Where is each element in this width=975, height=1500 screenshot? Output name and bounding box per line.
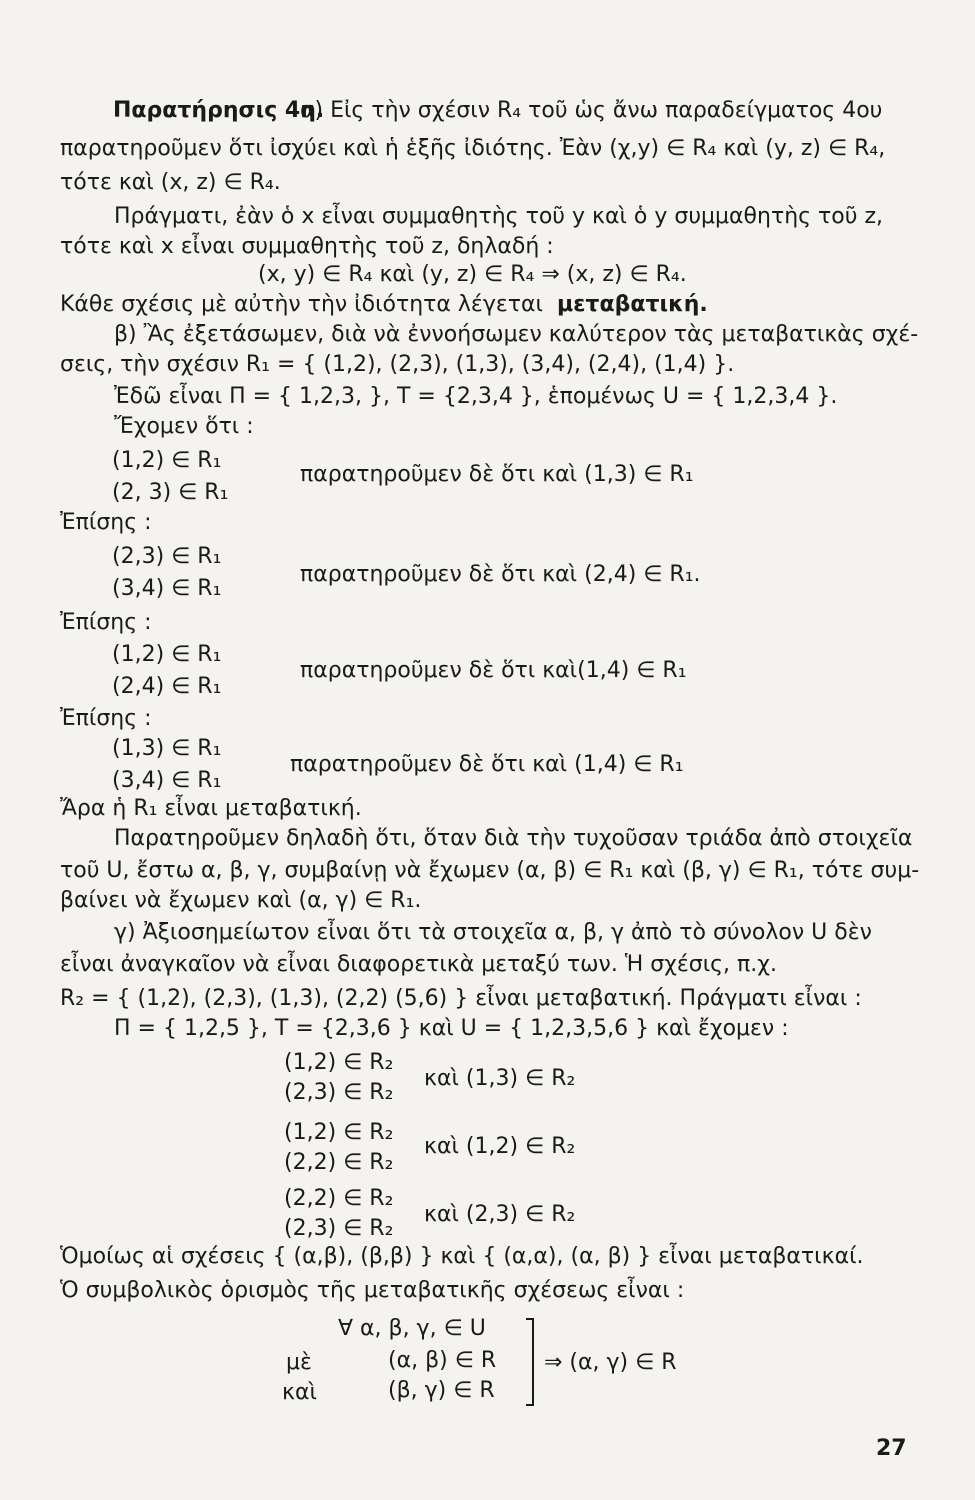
text-line: Παρατηροῦμεν δηλαδὴ ὅτι, ὅταν διὰ τὴν τυχοῦσαν τριάδα ἀπὸ στοιχεῖα xyxy=(114,826,913,851)
conclusion-line: καὶ (1,3) ∈ R₂ xyxy=(424,1066,576,1091)
text-line: Ἐδῶ εἶναι Π = { 1,2,3, }, T = {2,3,4 }, ἑπομένως U = { 1,2,3,4 }. xyxy=(114,384,838,409)
text-line: Ἐπίσης : xyxy=(60,706,152,731)
formula-line: ∀ α, β, γ, ∈ U xyxy=(338,1316,486,1341)
right-brace xyxy=(522,1318,534,1406)
text-line: β) Ἂς ἐξετάσωμεν, διὰ νὰ ἐννοήσωμεν καλύτερον τὰς μεταβατικὰς σχέ- xyxy=(114,322,919,347)
conclusion-line: καὶ (1,2) ∈ R₂ xyxy=(424,1134,576,1159)
pair-line: (2,3) ∈ R₁ xyxy=(112,544,222,569)
remark-heading: Παρατήρησις 4η. xyxy=(113,98,325,123)
text-line: εἶναι ἀναγκαῖον νὰ εἶναι διαφορετικὰ μεταξύ των. Ἡ σχέσις, π.χ. xyxy=(60,952,777,977)
formula-word: καὶ xyxy=(282,1380,317,1405)
text-line: γ) Ἀξιοσημείωτον εἶναι ὅτι τὰ στοιχεῖα α, β, γ ἀπὸ τὸ σύνολον U δὲν xyxy=(114,920,872,945)
conclusion-line: παρατηροῦμεν δὲ ὅτι καὶ (1,3) ∈ R₁ xyxy=(300,462,694,487)
text-line: σεις, τὴν σχέσιν R₁ = { (1,2), (2,3), (1,3), (3,4), (2,4), (1,4) }. xyxy=(60,352,735,377)
text-line: Ἐπίσης : xyxy=(60,610,152,635)
pair-line: (2,4) ∈ R₁ xyxy=(112,674,222,699)
text-line: Ἐπίσης : xyxy=(60,510,152,535)
page-number: 27 xyxy=(876,1436,907,1461)
pair-line: (2,2) ∈ R₂ xyxy=(284,1186,394,1211)
text-line: α) Εἰς τὴν σχέσιν R₄ τοῦ ὡς ἄνω παραδείγματος 4ου xyxy=(300,98,883,123)
pair-line: (3,4) ∈ R₁ xyxy=(112,576,222,601)
text-line: τότε καὶ x εἶναι συμμαθητὴς τοῦ z, δηλαδή : xyxy=(60,234,554,259)
pair-line: (3,4) ∈ R₁ xyxy=(112,768,222,793)
text-line: Πράγματι, ἐὰν ὁ x εἶναι συμμαθητὴς τοῦ y καὶ ὁ y συμμαθητὴς τοῦ z, xyxy=(114,204,884,229)
term-transitive: μεταβατική. xyxy=(557,292,708,317)
pair-line: (2,2) ∈ R₂ xyxy=(284,1150,394,1175)
text-line: Π = { 1,2,5 }, T = {2,3,6 } καὶ U = { 1,2,3,5,6 } καὶ ἔχομεν : xyxy=(114,1016,789,1041)
formula-line: (α, β) ∈ R xyxy=(388,1348,497,1373)
pair-line: (1,2) ∈ R₂ xyxy=(284,1050,394,1075)
text-line: Ὁμοίως αἱ σχέσεις { (α,β), (β,β) } καὶ { (α,α), (α, β) } εἶναι μεταβατικαί. xyxy=(60,1244,864,1269)
pair-line: (1,2) ∈ R₂ xyxy=(284,1120,394,1145)
text-line: Κάθε σχέσις μὲ αὐτὴν τὴν ἰδιότητα λέγεται xyxy=(60,292,543,317)
pair-line: (2,3) ∈ R₂ xyxy=(284,1080,394,1105)
text-line: βαίνει νὰ ἔχωμεν καὶ (α, γ) ∈ R₁. xyxy=(60,888,422,913)
pair-line: (1,2) ∈ R₁ xyxy=(112,642,222,667)
text-line: Ὁ συμβολικὸς ὁρισμὸς τῆς μεταβατικῆς σχέσεως εἶναι : xyxy=(60,1278,685,1303)
text-line: Ἔχομεν ὅτι : xyxy=(114,414,254,439)
conclusion-line: παρατηροῦμεν δὲ ὅτι καὶ (1,4) ∈ R₁ xyxy=(290,752,684,777)
text-line: R₂ = { (1,2), (2,3), (1,3), (2,2) (5,6) } εἶναι μεταβατική. Πράγματι εἶναι : xyxy=(60,986,862,1011)
conclusion-line: παρατηροῦμεν δὲ ὅτι καὶ (2,4) ∈ R₁. xyxy=(300,562,701,587)
formula-line: (β, γ) ∈ R xyxy=(388,1378,495,1403)
text-line: τοῦ U, ἔστω α, β, γ, συμβαίνῃ νὰ ἔχωμεν (α, β) ∈ R₁ καὶ (β, γ) ∈ R₁, τότε συμ- xyxy=(60,858,920,883)
conclusion-line: παρατηροῦμεν δὲ ὅτι καὶ(1,4) ∈ R₁ xyxy=(300,658,687,683)
formula-word: μὲ xyxy=(286,1350,312,1375)
text-line: τότε καὶ (x, z) ∈ R₄. xyxy=(60,170,281,195)
text-line: Ἄρα ἡ R₁ εἶναι μεταβατική. xyxy=(60,796,362,821)
pair-line: (2, 3) ∈ R₁ xyxy=(112,480,229,505)
pair-line: (2,3) ∈ R₂ xyxy=(284,1216,394,1241)
formula-line: (x, y) ∈ R₄ καὶ (y, z) ∈ R₄ ⇒ (x, z) ∈ R₄. xyxy=(258,262,687,287)
text-line: παρατηροῦμεν ὅτι ἰσχύει καὶ ἡ ἑξῆς ἰδιότης. Ἐὰν (χ,y) ∈ R₄ καὶ (y, z) ∈ R₄, xyxy=(60,136,886,161)
conclusion-line: καὶ (2,3) ∈ R₂ xyxy=(424,1202,576,1227)
pair-line: (1,3) ∈ R₁ xyxy=(112,736,222,761)
pair-line: (1,2) ∈ R₁ xyxy=(112,448,222,473)
formula-conclusion: ⇒ (α, γ) ∈ R xyxy=(544,1350,677,1375)
